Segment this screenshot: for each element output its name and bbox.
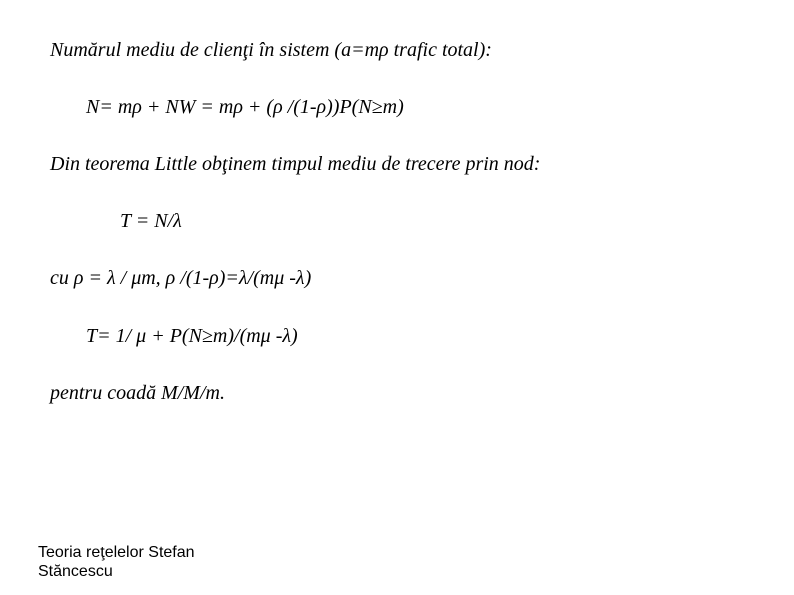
formula-t-n-lambda: T = N/λ — [120, 210, 182, 232]
text-line-little-theorem: Din teorema Little obţinem timpul mediu de trecere prin nod: — [50, 153, 541, 175]
text-line-mean-clients: Numărul mediu de clienţi în sistem (a=mρ trafic total): — [50, 39, 492, 61]
formula-n: N= mρ + NW = mρ + (ρ /(1-ρ))P(N≥m) — [86, 96, 404, 118]
formula-rho: cu ρ = λ / μm, ρ /(1-ρ)=λ/(mμ -λ) — [50, 267, 312, 289]
slide-footer: Teoria reţelelor Stefan Stăncescu — [38, 544, 195, 580]
text-line-queue-type: pentru coadă M/M/m. — [50, 382, 225, 404]
formula-t-full: T= 1/ μ + P(N≥m)/(mμ -λ) — [86, 325, 298, 347]
